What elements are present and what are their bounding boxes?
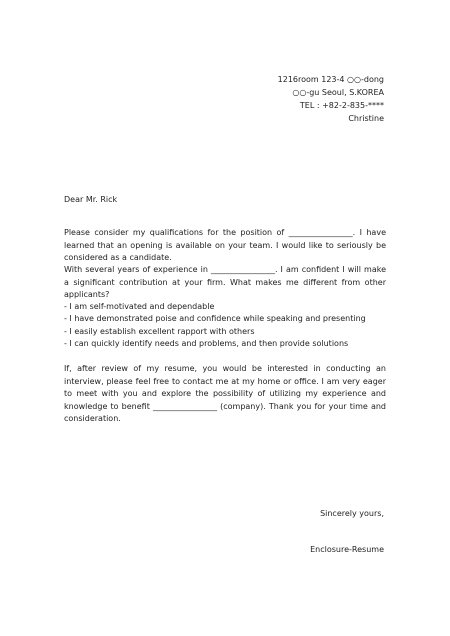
address-line-street: 1216room 123-4 ○○-dong (277, 75, 384, 84)
paragraph-experience: With several years of experience in ________________. I am confident I will make a significant contribution at your firm. What makes me different from other applicants? (64, 265, 386, 299)
valediction: Sincerely yours, (320, 509, 384, 518)
address-line-city: ○○-gu Seoul, S.KOREA (292, 88, 384, 97)
qualification-list (64, 301, 394, 351)
salutation: Dear Mr. Rick (64, 195, 118, 204)
sender-address-block (278, 73, 384, 125)
list-item: - I easily establish excellent rapport with others (64, 326, 255, 336)
paragraph-closing: If, after review of my resume, you would be interested in conducting an interview, please feel free to contact me at my home or office. I am very eager to meet with you and explore the possibility of utilizing my experience and knowledge to benefit ________________ (company). Thank you for your time and consideration. (64, 364, 386, 423)
list-item: - I have demonstrated poise and confidence while speaking and presenting (64, 314, 366, 324)
paragraph-intro: Please consider my qualifications for the position of ________________. I have learned that an opening is available on your team. I would like to seriously be considered as a candidate. (64, 228, 386, 262)
address-line-phone: TEL : +82-2-835-**** (299, 101, 384, 110)
enclosure-note: Enclosure-Resume (310, 545, 384, 554)
sender-name: Christine (348, 114, 384, 123)
list-item: - I am self-motivated and dependable (64, 302, 215, 311)
list-item: - I can quickly identify needs and problems, and then provide solutions (64, 339, 349, 349)
